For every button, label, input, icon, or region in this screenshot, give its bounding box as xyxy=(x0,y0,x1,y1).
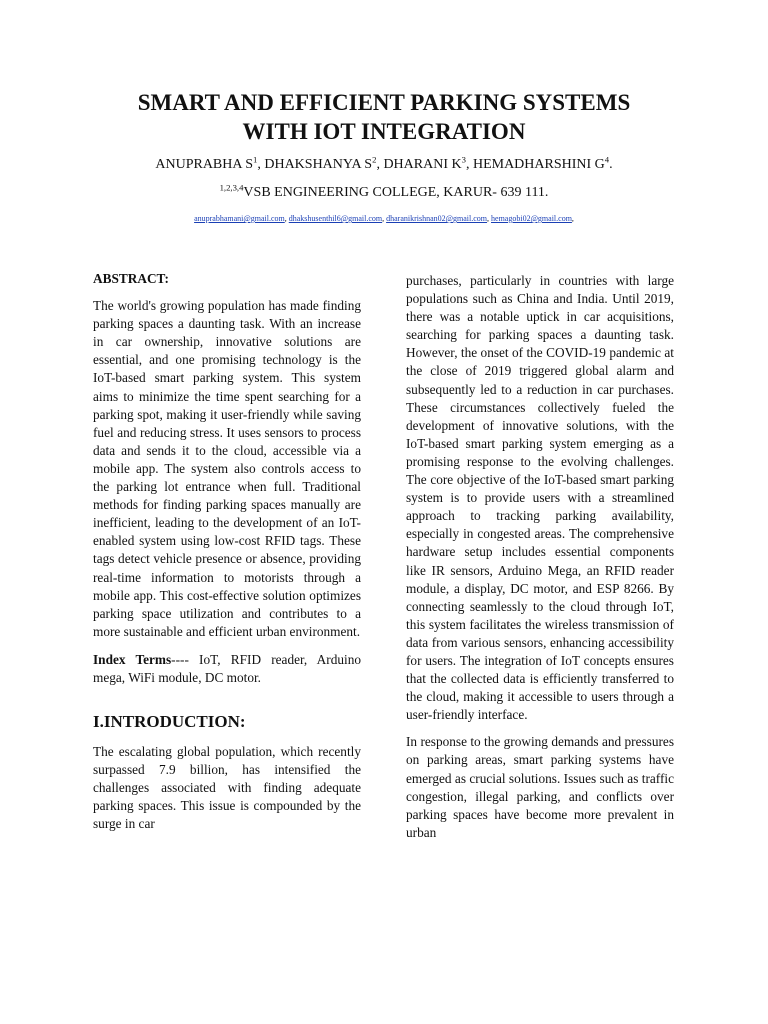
author: DHAKSHANYA $S^2$, xyxy=(264,154,384,172)
left-column xyxy=(93,270,361,844)
index-terms: Index Terms---- IoT, RFID reader, Arduino mega, WiFi module, DC motor. xyxy=(93,651,361,685)
abstract-heading: ABSTRACT: xyxy=(93,271,169,286)
email-list: anuprabhamani@gmail.com, dhakshusenthil6@gmail.com, dharanikrishnan02@gmail.com, hemagobi02@gmail.com, xyxy=(194,214,574,223)
author: DHARANI $K^3$, xyxy=(383,154,473,172)
index-terms-text: IoT, RFID reader, Arduino mega, WiFi module, DC motor. xyxy=(93,651,361,685)
email-link[interactable]: hemagobi02@gmail.com xyxy=(491,214,572,223)
abstract-paragraph: The world's growing population has made finding parking spaces a daunting task. With an increase in car ownership, innovative solutions are essential, and one promising technology is the IoT-based smart parking system. This system aims to minimize the time spent searching for a parking spot, making it user-friendly while saving fuel and reducing stress. It uses sensors to process data and sends it to the cloud, accessible via a mobile app. The system also controls access to the parking lot entrance when full. Traditional methods for finding parking spaces manually are inefficient, leading to the development of an IoT-enabled system using low-cost RFID tags. These tags detect vehicle presence or absence, providing real-time information to motorists through a mobile app. This cost-effective solution optimizes parking space utilization and contributes to a more sustainable and efficient urban environment. xyxy=(93,298,361,639)
introduction-paragraph-2: purchases, particularly in countries with large populations such as China and India. Until 2019, there was a notable uptick in car acquisitions, searching for parking spaces a daunting task. However, the onset of the COVID-19 pandemic at the close of 2019 triggered global alarm and subsequently led to a reduction in car purchases. These circumstances collectively fueled the development of innovative solutions, with the IoT-based smart parking system emerging as a promising response to the evolving challenges. The core objective of the IoT-based smart parking system is to provide users with a streamlined approach to tracking parking availability, especially in congested areas. The comprehensive hardware setup includes essential components like IR sensors, Arduino Mega, an RFID reader module, a display, DC motor, and ESP 8266. By connecting seamlessly to the cloud through IoT, this system facilitates the wireless transmission of data from various sensors, enhancing accessibility for users. The integration of IoT concepts ensures that the collected data is efficiently transferred to the cloud, making it accessible to users through a user-friendly interface. xyxy=(406,273,674,723)
index-terms-label: Index Terms xyxy=(93,651,172,667)
affiliation xyxy=(0,184,768,202)
affiliation-superscript: 1,2,3,4 xyxy=(219,182,244,193)
right-column xyxy=(406,272,674,851)
paper-title xyxy=(0,88,768,146)
author: ANUPRABHA $S^1$, xyxy=(155,154,265,172)
email-link[interactable]: anuprabhamani@gmail.com xyxy=(194,214,285,223)
title-line-2: WITH IOT INTEGRATION xyxy=(242,119,526,144)
title-line-1: SMART AND EFFICIENT PARKING SYSTEMS xyxy=(137,90,631,115)
affiliation-text: VSB ENGINEERING COLLEGE, KARUR- 639 111. xyxy=(243,185,549,200)
introduction-paragraph-1: The escalating global population, which recently surpassed 7.9 billion, has intensified the challenges associated with finding adequate parking spaces. This issue is compounded by the surge in car xyxy=(93,744,361,832)
email-link[interactable]: dhakshusenthil6@gmail.com xyxy=(288,214,383,223)
author: HEMADHARSHINI $G^4$. xyxy=(472,154,613,172)
author-list xyxy=(0,156,768,174)
email-link[interactable]: dharanikrishnan02@gmail.com xyxy=(386,214,488,223)
introduction-heading: I.INTRODUCTION: xyxy=(93,712,246,732)
introduction-paragraph-3: In response to the growing demands and pressures on parking areas, smart parking systems have emerged as crucial solutions. Issues such as traffic congestion, illegal parking, and conflicts over parking spaces have become more prevalent in urban xyxy=(406,734,674,840)
